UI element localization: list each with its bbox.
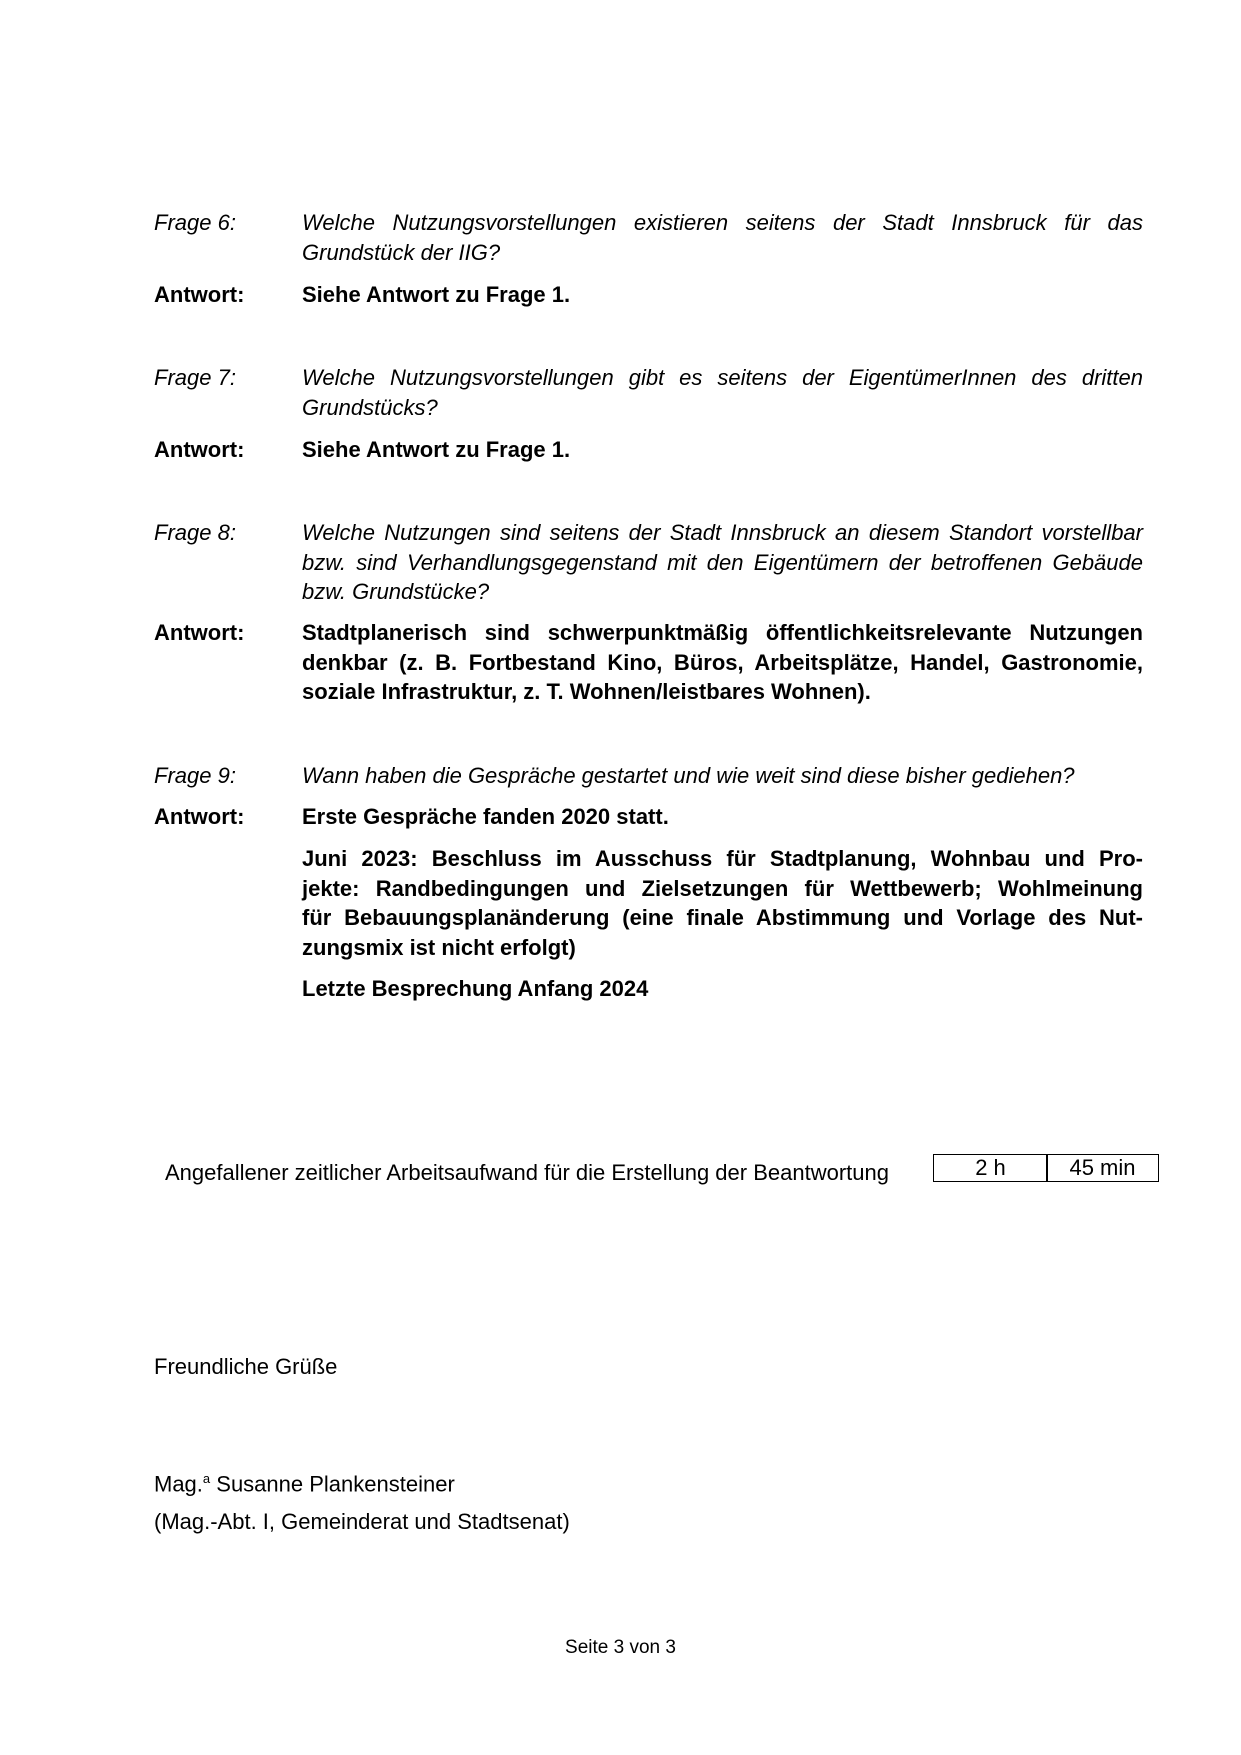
answer-9-para-2 xyxy=(302,846,1143,964)
answer-line: soziale Infrastruktur, z. T. Wohnen/leistbares Wohnen). xyxy=(302,679,871,705)
answer-line: zungsmix ist nicht erfolgt) xyxy=(302,934,576,960)
question-line: Wann haben die Gespräche gestartet und wie weit sind diese bisher gediehen? xyxy=(302,763,1075,788)
question-line: Welche Nutzungsvorstellungen existieren seitens der Stadt Innsbruck für das xyxy=(302,210,1143,235)
answer-9-para-1 xyxy=(302,804,1143,834)
question-6-label: Frage 6: xyxy=(154,210,236,235)
effort-hours-box: 2 h xyxy=(933,1154,1048,1182)
answer-line: für Bebauungsplanänderung (eine finale Abstimmung und Vorlage des Nut- xyxy=(302,905,1143,931)
answer-line: Siehe Antwort zu Frage 1. xyxy=(302,437,571,462)
answer-7-label: Antwort: xyxy=(154,437,245,462)
answer-line: Erste Gespräche fanden 2020 statt. xyxy=(302,804,669,829)
question-8-text xyxy=(302,520,1143,609)
question-7-label: Frage 7: xyxy=(154,365,236,390)
question-7-text xyxy=(302,365,1143,424)
answer-8-text xyxy=(302,620,1143,709)
question-line: bzw. sind Verhandlungsgegenstand mit den Eigentümern der betroffenen Gebäude xyxy=(302,549,1143,575)
answer-line: denkbar (z. B. Fortbestand Kino, Büros, Arbeitsplätze, Handel, Gastronomie, xyxy=(302,649,1143,675)
question-line: Welche Nutzungsvorstellungen gibt es seitens der EigentümerInnen des dritten xyxy=(302,365,1143,390)
answer-line: Siehe Antwort zu Frage 1. xyxy=(302,282,571,307)
question-8-label: Frage 8: xyxy=(154,520,236,545)
answer-6-text xyxy=(302,282,1143,312)
question-line: Grundstück der IIG? xyxy=(302,239,501,265)
answer-9-label: Antwort: xyxy=(154,804,245,829)
answer-line: Juni 2023: Beschluss im Ausschuss für Stadtplanung, Wohnbau und Pro- xyxy=(302,846,1143,871)
question-6-text xyxy=(302,210,1143,269)
effort-label: Angefallener zeitlicher Arbeitsaufwand für die Erstellung der Beantwortung xyxy=(165,1160,889,1185)
answer-line: jekte: Randbedingungen und Zielsetzungen für Wettbewerb; Wohlmeinung xyxy=(302,875,1143,901)
name-prefix: Mag. xyxy=(154,1471,203,1497)
signatory-department: (Mag.-Abt. I, Gemeinderat und Stadtsenat) xyxy=(154,1509,570,1534)
name-text: Susanne Plankensteiner xyxy=(210,1471,455,1497)
question-line: bzw. Grundstücke? xyxy=(302,579,490,605)
name-superscript: a xyxy=(202,1471,211,1486)
answer-9-para-3 xyxy=(302,976,1143,1006)
question-9-text xyxy=(302,763,1143,793)
question-9-label: Frage 9: xyxy=(154,763,236,788)
page-number: Seite 3 von 3 xyxy=(565,1637,676,1658)
answer-8-label: Antwort: xyxy=(154,620,245,645)
answer-7-text xyxy=(302,437,1143,467)
effort-minutes-box: 45 min xyxy=(1046,1154,1159,1182)
question-line: Welche Nutzungen sind seitens der Stadt Innsbruck an diesem Standort vorstellbar xyxy=(302,520,1143,545)
answer-line: Stadtplanerisch sind schwerpunktmäßig öffentlichkeitsrelevante Nutzungen xyxy=(302,620,1143,645)
question-line: Grundstücks? xyxy=(302,394,438,420)
closing-greeting: Freundliche Grüße xyxy=(154,1354,338,1379)
answer-6-label: Antwort: xyxy=(154,282,245,307)
signatory-name xyxy=(154,1466,455,1497)
answer-line: Letzte Besprechung Anfang 2024 xyxy=(302,976,649,1001)
